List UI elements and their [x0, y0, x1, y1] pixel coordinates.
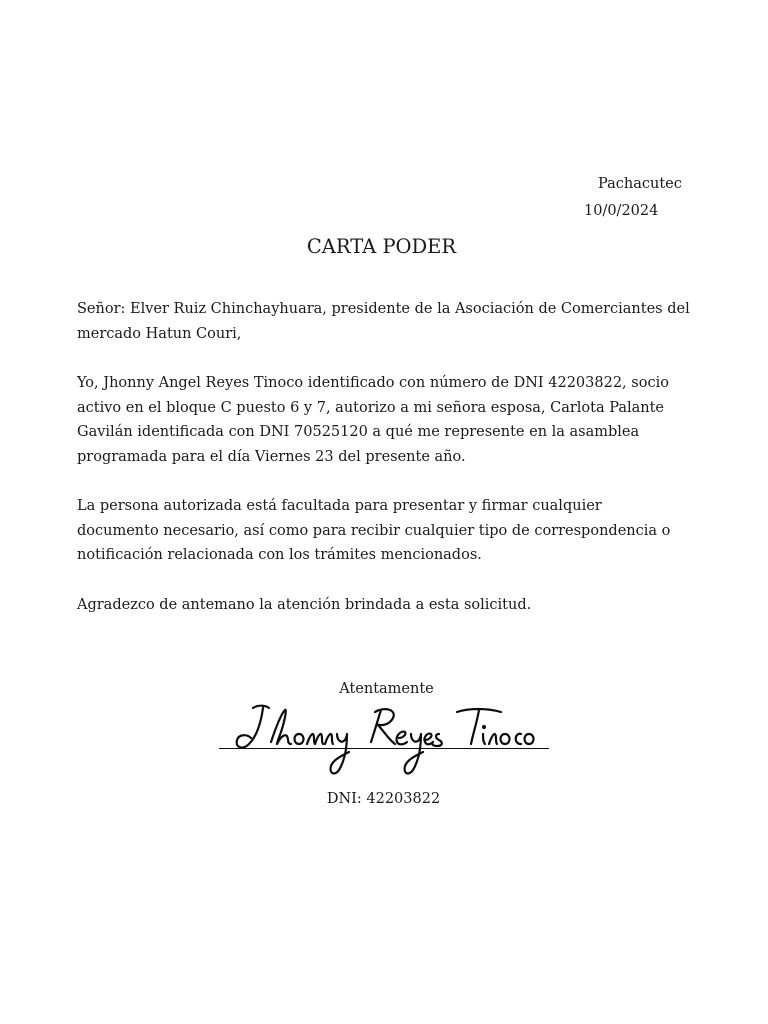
addressee-paragraph	[77, 297, 717, 346]
letter-place: Pachacutec	[598, 176, 682, 192]
signer-dni: DNI: 42203822	[326, 791, 441, 807]
handwritten-signature	[225, 700, 545, 780]
paragraph-line: Agradezco de antemano la atención brindada a esta solicitud.	[77, 597, 532, 613]
thanks-paragraph	[77, 593, 717, 618]
paragraph-line: Gavilán identificada con DNI 70525120 a qué me represente en la asamblea	[77, 424, 640, 441]
closing-text: Atentamente	[339, 681, 434, 697]
signature-line	[219, 748, 549, 749]
paragraph-line: mercado Hatun Couri,	[77, 325, 242, 342]
paragraph-line: La persona autorizada está facultada para presentar y firmar cualquier	[77, 498, 602, 514]
body-paragraph	[77, 371, 717, 469]
letter-title: CARTA PODER	[306, 235, 457, 258]
paragraph-line: programada para el día Viernes 23 del presente año.	[77, 448, 466, 465]
paragraph-line: documento necesario, así como para recibir cualquier tipo de correspondencia o	[77, 522, 671, 539]
authority-paragraph	[77, 494, 717, 568]
paragraph-line: activo en el bloque C puesto 6 y 7, autorizo a mi señora esposa, Carlota Palante	[77, 399, 665, 416]
paragraph-line: Señor: Elver Ruiz Chinchayhuara, presidente de la Asociación de Comerciantes del	[77, 301, 690, 317]
letter-date: 10/0/2024	[584, 203, 659, 219]
paragraph-line: Yo, Jhonny Angel Reyes Tinoco identificado con número de DNI 42203822, socio	[77, 375, 669, 391]
paragraph-line: notificación relacionada con los trámites mencionados.	[77, 547, 482, 564]
